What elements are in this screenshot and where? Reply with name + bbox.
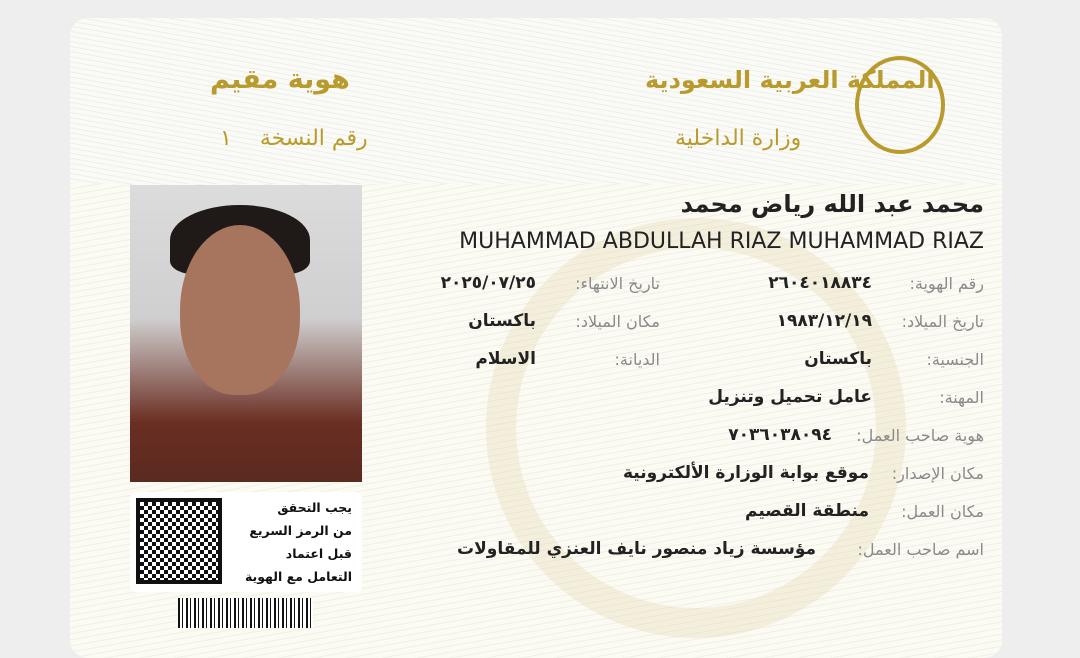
employer-id-label: هوية صاحب العمل:	[856, 426, 984, 445]
version-number	[220, 126, 368, 151]
kingdom-name: المملكة العربية السعودية	[645, 66, 935, 94]
barcode-icon	[178, 598, 313, 628]
qr-text: يجب التحقق	[277, 500, 352, 515]
version-label: رقم النسخة	[259, 126, 368, 151]
version-value: ١	[220, 126, 232, 151]
occupation-label: المهنة:	[939, 388, 984, 407]
work-place: منطقة القصيم	[745, 501, 869, 521]
ministry-name: وزارة الداخلية	[675, 126, 802, 151]
nationality-label: الجنسية:	[926, 350, 984, 369]
issue-place: موقع بوابة الوزارة الألكترونية	[622, 463, 869, 483]
religion: الاسلام	[475, 349, 536, 369]
holder-name-ar: محمد عبد الله رياض محمد	[680, 190, 984, 218]
holder-photo	[130, 185, 362, 482]
dob: ١٩٨٣/١٢/١٩	[776, 311, 872, 331]
qr-text: التعامل مع الهوية	[244, 569, 352, 584]
employer-name-label: اسم صاحب العمل:	[857, 540, 984, 559]
work-place-label: مكان العمل:	[901, 502, 984, 521]
expiry-date: ٢٠٢٥/٠٧/٢٥	[440, 273, 536, 293]
qr-code-icon	[136, 498, 222, 584]
id-label: رقم الهوية:	[909, 274, 984, 293]
dob-label: تاريخ الميلاد:	[901, 312, 984, 331]
qr-text: من الرمز السريع	[249, 523, 352, 538]
pob-label: مكان الميلاد:	[575, 312, 660, 331]
id-number: ٢٦٠٤٠١٨٨٣٤	[768, 273, 872, 293]
ministry-seal-icon	[855, 56, 945, 154]
verification-box	[130, 492, 362, 592]
religion-label: الديانة:	[614, 350, 660, 369]
pob: باكستان	[468, 311, 536, 331]
employer-id: ٧٠٣٦٠٣٨٠٩٤	[728, 425, 832, 445]
expiry-label: تاريخ الانتهاء:	[575, 274, 660, 293]
nationality: باكستان	[804, 349, 872, 369]
employer-name: مؤسسة زياد منصور نايف العنزي للمقاولات	[457, 539, 816, 559]
issue-place-label: مكان الإصدار:	[891, 464, 984, 483]
occupation: عامل تحميل وتنزيل	[708, 387, 872, 407]
resident-id-card	[70, 18, 1002, 658]
holder-name-en: MUHAMMAD ABDULLAH RIAZ MUHAMMAD RIAZ	[459, 229, 984, 254]
qr-text: قبل اعتماد	[285, 546, 352, 561]
card-title: هوية مقيم	[210, 64, 350, 95]
